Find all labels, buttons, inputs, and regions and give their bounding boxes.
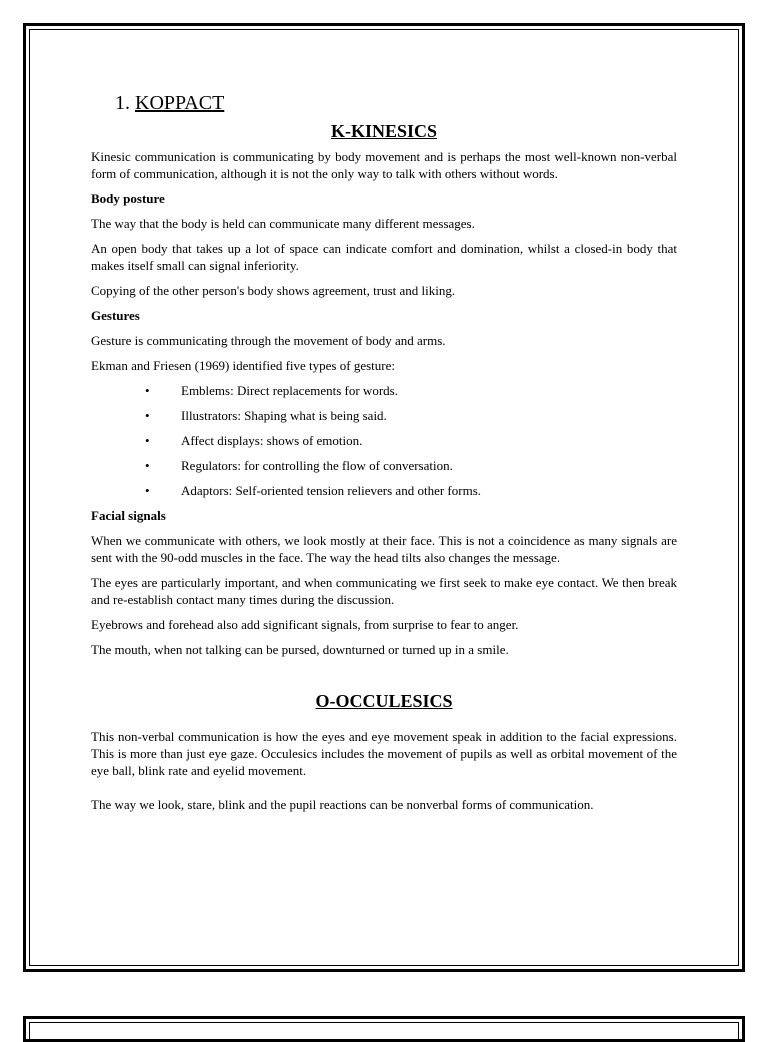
bullet-icon: • bbox=[145, 458, 150, 473]
bullet-icon: • bbox=[145, 383, 150, 398]
page-content bbox=[91, 90, 677, 821]
list-item-text: Affect displays: shows of emotion. bbox=[181, 433, 363, 448]
bullet-icon: • bbox=[145, 408, 150, 423]
list-item-text: Emblems: Direct replacements for words. bbox=[181, 383, 398, 398]
list-item bbox=[91, 432, 677, 449]
occulesics-paragraph-1: This non-verbal communication is how the eyes and eye movement speak in addition to the facial expressions. This is more than just eye gaze. Occulesics includes the movement of pupils as well as orbital movement of the eye ball, blink rate and eyelid movement. bbox=[91, 729, 677, 778]
body-posture-paragraph-3: Copying of the other person's body shows agreement, trust and liking. bbox=[91, 283, 456, 298]
subheading-gestures: Gestures bbox=[91, 308, 140, 323]
spacer bbox=[91, 787, 677, 796]
facial-signals-paragraph-4: The mouth, when not talking can be pursed, downturned or turned up in a smile. bbox=[91, 642, 509, 657]
list-item bbox=[91, 482, 677, 499]
spacer bbox=[91, 718, 677, 728]
body-posture-paragraph-1: The way that the body is held can communicate many different messages. bbox=[91, 216, 475, 231]
occulesics-paragraph-2: The way we look, stare, blink and the pupil reactions can be nonverbal forms of communication. bbox=[91, 797, 594, 812]
chapter-title: KOPPACT bbox=[135, 92, 225, 114]
list-item-text: Regulators: for controlling the flow of conversation. bbox=[181, 458, 453, 473]
spacer bbox=[91, 666, 677, 690]
section-title-occulesics: O-OCCULESICS bbox=[315, 691, 453, 711]
facial-signals-paragraph-3: Eyebrows and forehead also add significant signals, from surprise to fear to anger. bbox=[91, 617, 519, 632]
subheading-body-posture: Body posture bbox=[91, 191, 165, 206]
chapter-heading bbox=[115, 90, 677, 116]
facial-signals-paragraph-1: When we communicate with others, we look mostly at their face. This is not a coincidence as many signals are sent with the 90-odd muscles in the face. The way the head tilts also changes the message. bbox=[91, 533, 677, 565]
kinesics-intro: Kinesic communication is communicating by body movement and is perhaps the most well-known non-verbal form of communication, although it is not the only way to talk with others without words. bbox=[91, 149, 677, 181]
list-item bbox=[91, 407, 677, 424]
subheading-facial-signals: Facial signals bbox=[91, 508, 166, 523]
bullet-icon: • bbox=[145, 483, 150, 498]
list-item-text: Illustrators: Shaping what is being said. bbox=[181, 408, 387, 423]
bullet-icon: • bbox=[145, 433, 150, 448]
chapter-number: 1. bbox=[115, 92, 130, 114]
list-item-text: Adaptors: Self-oriented tension relievers and other forms. bbox=[181, 483, 481, 498]
gesture-types-list bbox=[91, 382, 677, 499]
list-item bbox=[91, 457, 677, 474]
facial-signals-paragraph-2: The eyes are particularly important, and when communicating we first seek to make eye contact. We then break and re-establish contact many times during the discussion. bbox=[91, 575, 677, 607]
gestures-paragraph-2: Ekman and Friesen (1969) identified five types of gesture: bbox=[91, 358, 395, 373]
section-title-kinesics: K-KINESICS bbox=[330, 121, 438, 141]
list-item bbox=[91, 382, 677, 399]
gestures-paragraph-1: Gesture is communicating through the movement of body and arms. bbox=[91, 333, 446, 348]
next-page-border-inner bbox=[29, 1022, 739, 1039]
next-page-border bbox=[23, 1016, 745, 1042]
body-posture-paragraph-2: An open body that takes up a lot of space can indicate comfort and domination, whilst a closed-in body that makes itself small can signal inferiority. bbox=[91, 241, 677, 273]
